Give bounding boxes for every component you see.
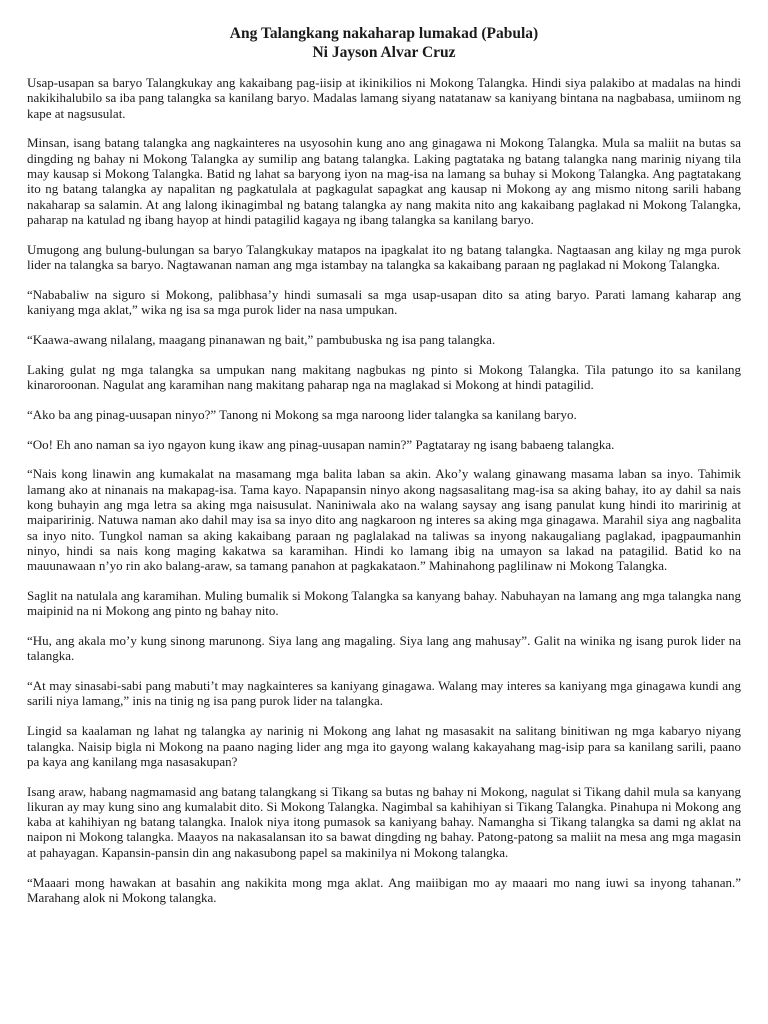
paragraph: Usap-usapan sa baryo Talangkukay ang kakaibang pag-iisip at ikinikilios ni Mokong Talangka. Hindi siya palakibo at madalas na hindi nakikihalubilo sa iba pang talangka sa kanilang baryo. Madalas lamang siyang natatanaw sa kaniyang bintana na nagbabasa, umiinom ng kape at nagsusulat. bbox=[27, 75, 741, 121]
paragraph: Minsan, isang batang talangka ang nagkainteres na usyosohin kung ano ang ginagawa ni Mokong Talangka. Mula sa maliit na butas sa dingding ng bahay ni Mokong Talangka ay sumilip ang batang talangka. Laking pagtataka ng batang talangka nang marinig niyang tila may kausap si Mokong Talangka. Batid ng lahat sa baryong iyon na mag-isa na lamang sa buhay si Mokong Talangka. Ang pagtatakang ito ng batang talangka ay napalitan ng pagkatulala at pagkagulat sapagkat ang kausap ni Mokong ay ang mismo nitong sarili habang nakaharap sa salamin. At ang lalong ikinagimbal ng batang talangka ay nang makita nito ang kakaibang paglakad ni Mokong Talangka, paharap na katulad ng ibang hayop at hindi patagilid kagaya ng ibang talangka sa kanilang baryo. bbox=[27, 135, 741, 227]
paragraph: “Kaawa-awang nilalang, maagang pinanawan ng bait,” pambubuska ng isa pang talangka. bbox=[27, 331, 496, 347]
document-body bbox=[27, 75, 741, 905]
paragraph: “Hu, ang akala mo’y kung sinong marunong. Siya lang ang magaling. Siya lang ang mahusay”. Galit na winika ng isang purok lider na talangka. bbox=[27, 633, 741, 664]
paragraph: Saglit na natulala ang karamihan. Muling bumalik si Mokong Talangka sa kanyang bahay. Nabuhayan na lamang ang mga talangka nang maipinid na ni Mokong ang pinto ng bahay nito. bbox=[27, 587, 741, 619]
paragraph: Laking gulat ng mga talangka sa umpukan nang makitang nagbukas ng pinto si Mokong Talangka. Tila patungo ito sa kanilang kinaroroonan. Nagulat ang karamihan nang makitang paharap nga na maglakad si Mokong at hindi patagilid. bbox=[27, 361, 741, 392]
document-author: Ni Jayson Alvar Cruz bbox=[312, 44, 456, 61]
paragraph: Umugong ang bulung-bulungan sa baryo Talangkukay matapos na ipagkalat ito ng batang talangka. Nagtaasan ang kilay ng mga purok lider na talangka sa baryo. Nagtawanan naman ang mga istambay na talangka sa kakaibang paraan ng paglakad ni Mokong Talangka. bbox=[27, 241, 741, 272]
paragraph: Isang araw, habang nagmamasid ang batang talangkang si Tikang sa butas ng bahay ni Mokong, nagulat si Tikang dahil mula sa kanyang likuran ay may kung sino ang kumalabit dito. Si Mokong Talangka. Nagimbal sa kahihiyan si Tikang Talangka. Pinahupa ni Mokong ang kaba at kahihiyan ng batang talangka. Inalok niya itong pumasok sa kaniyang bahay. Namangha si Tikang talangka sa dami ng aklat na naipon ni Mokong talangka. Maayos na nakasalansan ito sa bawat dingding ng bahay. Patong-patong sa maliit na mesa ang mga magasin at pahayagan. Kapansin-pansin din ang nakasubong papel sa makinilya ni Mokong talangka. bbox=[27, 783, 741, 860]
paragraph: “At may sinasabi-sabi pang mabuti’t may nagkainteres sa kaniyang ginagawa. Walang may interes sa kaniyang mga ginagawa kundi ang sarili niya lamang,” inis na tinig ng isa pang purok lider na talangka. bbox=[27, 678, 741, 709]
paragraph: “Ako ba ang pinag-uusapan ninyo?” Tanong ni Mokong sa mga naroong lider talangka sa kanilang baryo. bbox=[27, 406, 577, 422]
paragraph: “Oo! Eh ano naman sa iyo ngayon kung ikaw ang pinag-uusapan namin?” Pagtataray ng isang babaeng talangka. bbox=[27, 436, 615, 452]
paragraph: “Nababaliw na siguro si Mokong, palibhasa’y hindi sumasali sa mga usap-usapan dito sa ating baryo. Parati lamang kaharap ang kaniyang mga aklat,” wika ng isa sa mga purok lider na nasa umpukan. bbox=[27, 286, 741, 318]
paragraph: Lingid sa kaalaman ng lahat ng talangka ay narinig ni Mokong ang lahat ng masasakit na salitang binitiwan ng mga kabaryo niyang talangka. Naisip bigla ni Mokong na paano naging lider ang mga ito gayong walang kakayahang mag-isip para sa kanilang sarili, paano pa kaya ang kanilang mga nasasakupan? bbox=[27, 723, 741, 769]
title-block bbox=[27, 24, 741, 62]
document-title: Ang Talangkang nakaharap lumakad (Pabula) bbox=[229, 25, 539, 42]
paragraph: “Nais kong linawin ang kumakalat na masamang mga balita laban sa akin. Ako’y walang ginawang masama laban sa inyo. Tahimik lamang ako at ninanais na makapag-isa. Tama kayo. Napapansin ninyo akong nagsasalitang mag-isa sa aking bahay, ito ay dahil sa nais kong buhayin ang mga letra sa aking mga naisusulat. Naniniwala ako na walang saysay ang isang panulat kung hindi ito maririnig at maiparirinig. Natuwa naman ako dahil may isa sa inyo dito ang nagkaroon ng interes sa aking mga ginagawa. Marahil siya ang nagbalita sa inyo nito. Tungkol naman sa aking kakaibang paraan ng paglalakad na taliwas sa inyong nakaugaliang paglakad, ipagpaumanhin ninyo, hindi sa nais kong maging kakatwa sa karamihan. Hindi ko lamang ibig na umayon sa lakad na patagilid. Batid ko na mauunawaan n’yo rin ako balang-araw, sa tamang panahon at pagkakataon.” Mahinahong paglilinaw ni Mokong Talangka. bbox=[27, 466, 741, 574]
paragraph: “Maaari mong hawakan at basahin ang nakikita mong mga aklat. Ang maiibigan mo ay maaari mo nang iuwi sa inyong tahanan.” Marahang alok ni Mokong talangka. bbox=[27, 874, 741, 905]
